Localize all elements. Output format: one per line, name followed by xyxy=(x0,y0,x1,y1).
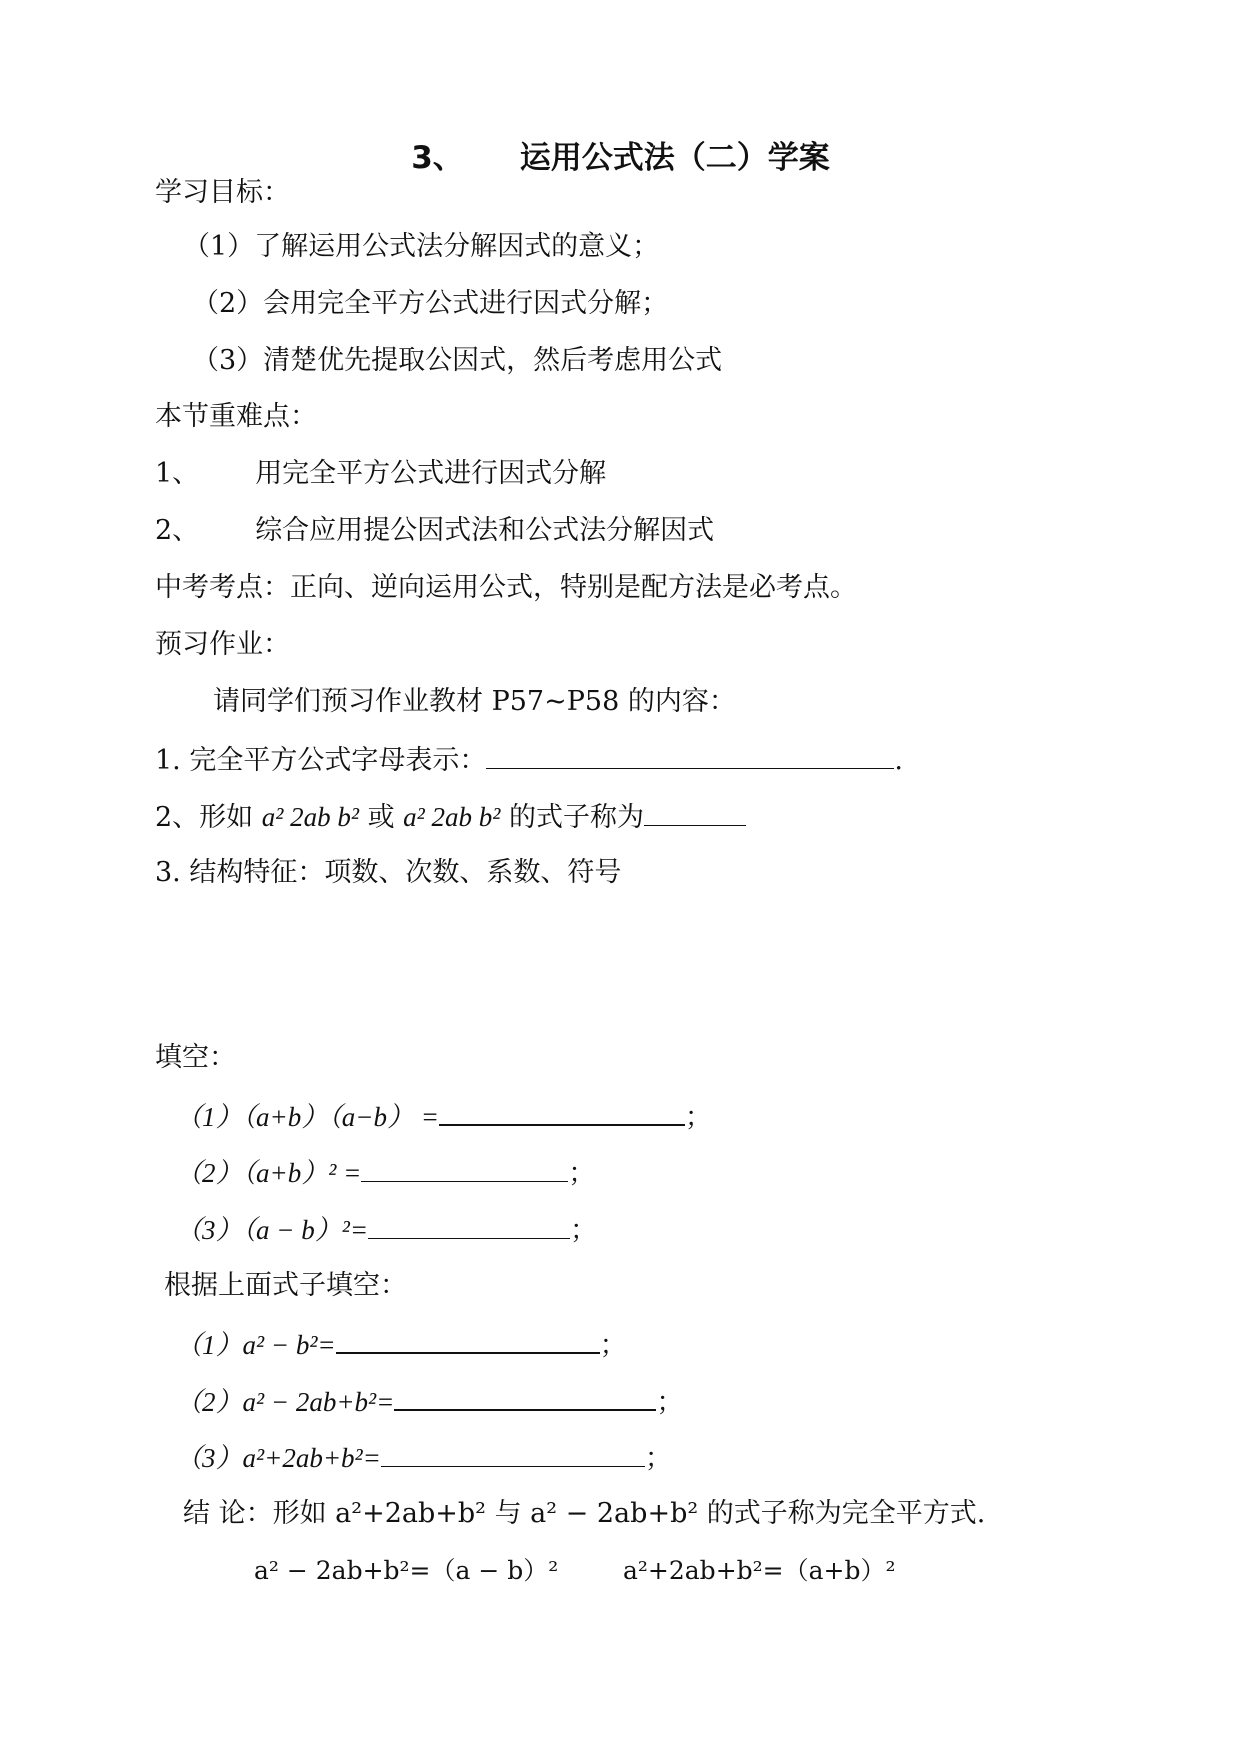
fill-in-item xyxy=(175,1155,595,1191)
key-point-number: 1、 xyxy=(155,458,200,489)
conclusion-formula-2: a²+2ab+b²=（a+b）² xyxy=(623,1556,896,1585)
conclusion-text: 形如 a²+2ab+b² 与 a² − 2ab+b² 的式子称为完全平方式. xyxy=(272,1498,986,1529)
fill-in-expression: （3）（a − b）²= xyxy=(175,1215,369,1245)
conclusion xyxy=(183,1497,985,1531)
answer-blank[interactable] xyxy=(644,799,746,826)
fill-in-heading: 填空： xyxy=(155,1042,236,1073)
page-title xyxy=(0,132,1241,177)
fill-in-2-expression: （1）a² − b²= xyxy=(175,1330,336,1360)
preview-heading: 预习作业： xyxy=(155,629,290,660)
fill-in-2-heading: 根据上面式子填空： xyxy=(164,1270,407,1301)
fill-in-expression: （2）（a+b）² = xyxy=(175,1158,362,1188)
answer-blank[interactable] xyxy=(394,1383,656,1411)
fill-in-2-item xyxy=(175,1440,672,1476)
conclusion-label: 结 论： xyxy=(183,1498,273,1529)
fill-in-2-end: ； xyxy=(656,1387,684,1418)
objective-item: （3）清楚优先提取公因式，然后考虑用公式 xyxy=(192,345,723,376)
fill-in-2-end: ； xyxy=(644,1443,672,1474)
key-point-number: 2、 xyxy=(155,515,200,546)
preview-question-2 xyxy=(155,799,746,835)
conclusion-formula-1: a² − 2ab+b²=（a − b）² xyxy=(254,1556,559,1585)
q2-expression-2: a² 2ab b² xyxy=(403,802,501,832)
answer-blank[interactable] xyxy=(381,1440,645,1467)
preview-question-1 xyxy=(155,742,903,778)
fill-in-end: ； xyxy=(568,1158,596,1189)
objective-item: （2）会用完全平方公式进行因式分解； xyxy=(192,288,669,319)
answer-blank[interactable] xyxy=(439,1098,685,1126)
q2-prefix: 2、形如 xyxy=(155,802,254,833)
fill-in-2-expression: （2）a² − 2ab+b²= xyxy=(175,1387,395,1417)
fill-in-end: ； xyxy=(684,1102,712,1133)
key-point-text: 综合应用提公因式法和公式法分解因式 xyxy=(255,515,715,546)
q2-expression-1: a² 2ab b² xyxy=(261,802,359,832)
q2-or: 或 xyxy=(367,802,395,833)
answer-blank[interactable] xyxy=(336,1326,600,1354)
fill-in-2-item xyxy=(175,1383,683,1420)
key-point-text: 用完全平方公式进行因式分解 xyxy=(255,458,607,489)
key-points-heading: 本节重难点： xyxy=(155,401,317,432)
fill-in-item xyxy=(175,1212,597,1248)
fill-in-2-item xyxy=(175,1326,627,1363)
objectives-heading: 学习目标： xyxy=(155,177,290,208)
key-point-item xyxy=(155,457,606,491)
preview-intro: 请同学们预习作业教材 P57~P58 的内容： xyxy=(213,686,736,717)
fill-in-expression: （1）（a+b）（a−b） = xyxy=(175,1102,439,1132)
q1-end: . xyxy=(894,745,903,776)
fill-in-end: ； xyxy=(570,1215,598,1246)
answer-blank[interactable] xyxy=(368,1212,570,1239)
fill-in-2-expression: （3）a²+2ab+b²= xyxy=(175,1443,381,1473)
q2-suffix: 的式子称为 xyxy=(508,802,644,833)
fill-in-item xyxy=(175,1098,712,1135)
answer-blank[interactable] xyxy=(361,1155,568,1182)
q1-label: 1. 完全平方公式字母表示： xyxy=(155,745,487,776)
fill-in-2-end: ； xyxy=(599,1330,627,1361)
key-point-item xyxy=(155,514,714,548)
answer-blank[interactable] xyxy=(486,742,894,769)
objective-item: （1）了解运用公式法分解因式的意义； xyxy=(183,231,660,262)
title-number: 3、 xyxy=(411,140,464,176)
exam-points: 中考考点：正向、逆向运用公式，特别是配方法是必考点。 xyxy=(155,572,857,603)
preview-question-3: 3. 结构特征：项数、次数、系数、符号 xyxy=(155,857,622,888)
title-text: 运用公式法（二）学案 xyxy=(519,140,830,176)
